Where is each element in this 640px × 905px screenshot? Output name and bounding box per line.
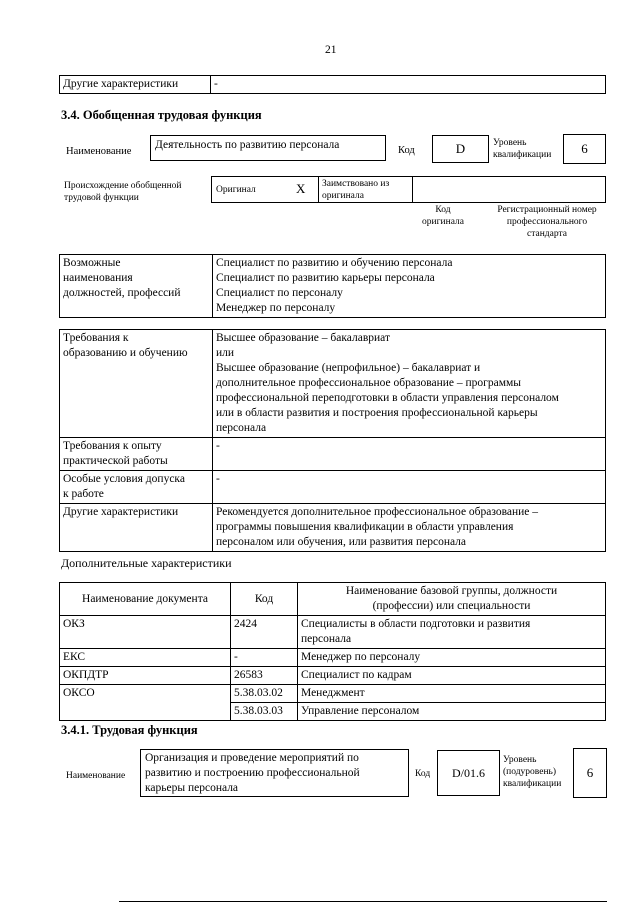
- row-doc: ЕКС: [60, 649, 231, 667]
- function-code-box: [437, 750, 500, 796]
- row-code: 5.38.03.02: [231, 685, 298, 703]
- positions-label-line-1: Возможные: [63, 257, 121, 269]
- education-label-line-2: образованию и обучению: [63, 347, 188, 359]
- experience-label: [60, 438, 213, 471]
- education-label-line-1: Требования к: [63, 332, 129, 344]
- function-level-box: [573, 748, 607, 798]
- section-heading-3-4-1: 3.4.1. Трудовая функция: [61, 723, 198, 737]
- conditions-label-line-2: к работе: [63, 488, 104, 500]
- row-name: Управление персоналом: [298, 703, 606, 721]
- additional-title: Дополнительные характеристики: [61, 556, 232, 570]
- code-original-line-2: оригинала: [422, 217, 464, 227]
- origin-box: [211, 176, 606, 203]
- education-requirements: [213, 330, 606, 438]
- positions-list: [213, 255, 606, 318]
- row-code: -: [231, 649, 298, 667]
- level-value-box: [563, 134, 606, 164]
- function-level-label: [503, 754, 561, 790]
- positions-table: [59, 254, 606, 318]
- head-name-line-2: (профессии) или специальности: [372, 600, 531, 612]
- function-name-box: [140, 749, 409, 797]
- reg-number-label: [485, 204, 609, 240]
- position-item: Специалист по персоналу: [216, 287, 343, 299]
- function-level-line-1: Уровень: [503, 755, 537, 765]
- row-doc: ОКПДТР: [60, 667, 231, 685]
- reg-number-line-2: профессионального: [506, 217, 588, 227]
- page-number: 21: [325, 44, 337, 56]
- name-label: Наименование: [66, 146, 132, 157]
- other-line: программы повышения квалификации в области управления: [216, 521, 514, 533]
- row-doc: ОКСО: [60, 685, 231, 721]
- position-item: Специалист по развитию карьеры персонала: [216, 272, 435, 284]
- level-label-line-1: Уровень: [493, 138, 527, 148]
- head-doc: Наименование документа: [60, 583, 231, 616]
- row-doc: ОКЗ: [60, 616, 231, 649]
- top-other-value: -: [211, 76, 606, 94]
- borrowed-label: [322, 178, 389, 202]
- education-line: или в области развития и построения профессиональной карьеры: [216, 407, 538, 419]
- conditions-label-line-1: Особые условия допуска: [63, 473, 185, 485]
- borrowed-label-line-1: Заимствовано из: [322, 179, 390, 189]
- function-name-line: Организация и проведение мероприятий по: [145, 752, 359, 764]
- education-line: персонала: [216, 422, 267, 434]
- experience-label-line-2: практической работы: [63, 455, 168, 467]
- head-code: Код: [231, 583, 298, 616]
- row-name: Менеджмент: [298, 685, 606, 703]
- origin-label: [64, 180, 182, 204]
- function-name-label: Наименование: [66, 771, 126, 781]
- other-line: персоналом или обучения, или развития персонала: [216, 536, 467, 548]
- code-value: D: [455, 141, 466, 156]
- function-level-line-2: (подуровень): [503, 767, 557, 777]
- function-code-value: D/01.6: [452, 766, 485, 780]
- row-name-line-2: персонала: [301, 633, 352, 645]
- additional-table: [59, 582, 606, 721]
- positions-label-line-2: наименования: [63, 272, 133, 284]
- original-label: Оригинал: [216, 185, 256, 195]
- name-value-box: [150, 135, 386, 161]
- level-value: 6: [581, 141, 588, 156]
- position-item: Менеджер по персоналу: [216, 302, 336, 314]
- function-name-line: карьеры персонала: [145, 782, 239, 794]
- row-code: 2424: [231, 616, 298, 649]
- positions-label: [60, 255, 213, 318]
- row-name-line-1: Специалисты в области подготовки и развития: [301, 618, 531, 630]
- experience-label-line-1: Требования к опыту: [63, 440, 162, 452]
- head-name-line-1: Наименование базовой группы, должности: [345, 585, 558, 597]
- top-other-label: Другие характеристики: [60, 76, 211, 94]
- education-line: дополнительное профессиональное образование – программы: [216, 377, 521, 389]
- positions-label-line-3: должностей, профессий: [63, 287, 181, 299]
- education-line: Высшее образование (непрофильное) – бакалавриат и: [216, 362, 481, 374]
- education-label: [60, 330, 213, 438]
- head-name: [298, 583, 606, 616]
- code-label: Код: [398, 145, 415, 156]
- origin-label-line-1: Происхождение обобщенной: [64, 181, 182, 191]
- original-mark: X: [296, 181, 306, 196]
- education-line: или: [216, 347, 235, 359]
- bottom-rule: [119, 901, 607, 902]
- function-name-line: развитию и построению профессиональной: [145, 767, 360, 779]
- position-item: Специалист по развитию и обучению персонала: [216, 257, 453, 269]
- level-label-line-2: квалификации: [493, 150, 552, 160]
- code-original-label: [418, 204, 468, 228]
- function-code-label: Код: [415, 769, 431, 779]
- row-name: [298, 616, 606, 649]
- other-line: Рекомендуется дополнительное профессиональное образование –: [216, 506, 539, 518]
- other-label: Другие характеристики: [60, 504, 213, 552]
- experience-value: -: [213, 438, 606, 471]
- function-level-value: 6: [586, 765, 594, 780]
- conditions-label: [60, 471, 213, 504]
- name-value: Деятельность по развитию персонала: [155, 139, 340, 151]
- row-code: 26583: [231, 667, 298, 685]
- section-heading-3-4: 3.4. Обобщенная трудовая функция: [61, 108, 262, 122]
- other-characteristics: [213, 504, 606, 552]
- level-label: [493, 137, 551, 161]
- code-original-line-1: Код: [435, 205, 451, 215]
- row-code: 5.38.03.03: [231, 703, 298, 721]
- origin-label-line-2: трудовой функции: [64, 193, 139, 203]
- row-name: Специалист по кадрам: [298, 667, 606, 685]
- row-name: Менеджер по персоналу: [298, 649, 606, 667]
- borrowed-label-line-2: оригинала: [322, 191, 364, 201]
- education-line: профессиональной переподготовки в области управления персоналом: [216, 392, 559, 404]
- reg-number-line-1: Регистрационный номер: [497, 205, 597, 215]
- requirements-table: [59, 329, 606, 552]
- top-other-characteristics-table: [59, 75, 606, 94]
- conditions-value: -: [213, 471, 606, 504]
- reg-number-line-3: стандарта: [527, 229, 567, 239]
- code-value-box: [432, 135, 489, 163]
- education-line: Высшее образование – бакалавриат: [216, 332, 390, 344]
- function-level-line-3: квалификации: [503, 779, 562, 789]
